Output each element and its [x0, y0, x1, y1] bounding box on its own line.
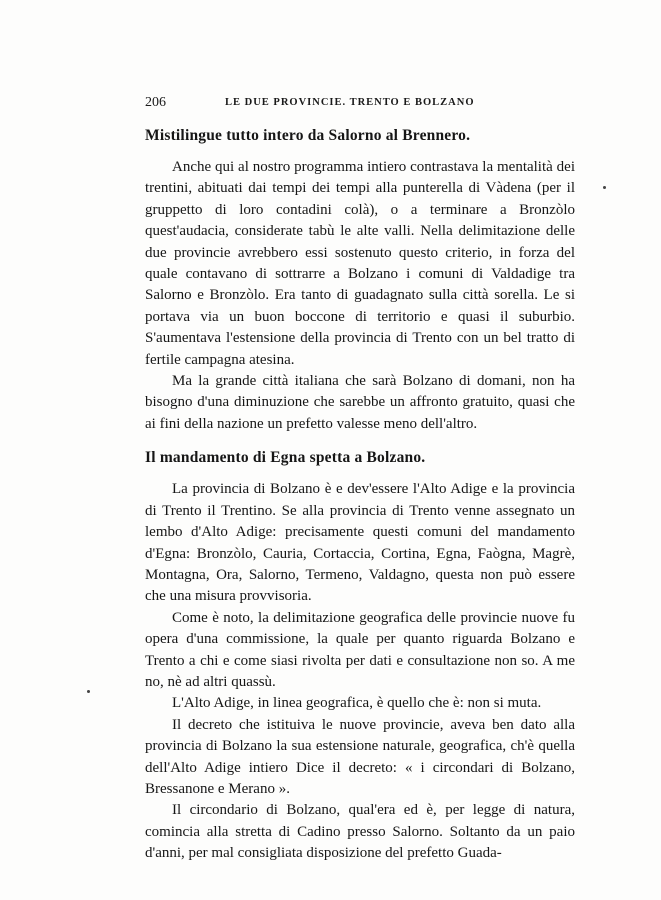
paper-speck [87, 690, 90, 693]
paragraph: Anche qui al nostro programma intiero contrastava la mentalità dei trentini, abituati dai tempi dei tempi alla punterella di Vàdena (per il gruppetto di loro contadini colà), o a terminare a Bronzòlo quest'audacia, considerate tabù le alte valli. Nella delimitazione delle due provincie avrebbero essi sostenuto questo criterio, in forza del quale contavano di sottrarre a Bolzano i comuni di Valdadige tra Salorno e Bronzòlo. Era tanto di guadagnato sulla città sorella. Le si portava via un buon boccone di territorio e quasi il suburbio. S'aumentava l'estensione della provincia di Trento con un bel tratto di fertile campagna atesina. [145, 159, 575, 368]
paragraph: La provincia di Bolzano è e dev'essere l'Alto Adige e la provincia di Trento il Trentino. Se alla provincia di Trento venne assegnato un lembo d'Alto Adige: precisamente questi comuni del mandamento d'Egna: Bronzòlo, Cauria, Cortaccia, Cortina, Egna, Faògna, Magrè, Montagna, Ora, Salorno, Termeno, Valdagno, questa non può essere che una misura provvisoria. [145, 481, 575, 605]
section-heading-2: Il mandamento di Egna spetta a Bolzano. [145, 449, 426, 467]
paragraph: Il circondario di Bolzano, qual'era ed è, per legge di natura, comincia alla stretta di Cadino presso Salorno. Soltanto da un paio d'anni, per mal consigliata disposizione del prefetto Guada- [145, 802, 575, 862]
paragraph: L'Alto Adige, in linea geografica, è quello che è: non si muta. [172, 695, 542, 712]
page-number: 206 [145, 95, 166, 110]
section-heading-1: Mistilingue tutto intero da Salorno al Brennero. [145, 127, 471, 144]
page-header [145, 95, 575, 113]
paragraph: Ma la grande città italiana che sarà Bolzano di domani, non ha bisogno d'una diminuzione che sarebbe un affronto gratuito, quasi che ai fini della nazione un prefetto valesse meno dell'altro. [145, 373, 575, 432]
paragraph: Il decreto che istituiva le nuove provincie, aveva ben dato alla provincia di Bolzano la sua estensione naturale, geografica, ch'è quella dell'Alto Adige intiero Dice il decreto: « i circondari di Bolzano, Bressanone e Merano ». [145, 716, 575, 797]
paragraph: Come è noto, la delimitazione geografica delle provincie nuove fu opera d'una commissione, la quale per quanto riguarda Bolzano e Trento a chi e come siasi rivolta per dati e consultazione non so. A me no, nè ad altri quassù. [145, 609, 575, 690]
paper-speck [603, 186, 606, 189]
running-head: LE DUE PROVINCIE. TRENTO E BOLZANO [225, 97, 475, 108]
page-body [145, 125, 575, 865]
